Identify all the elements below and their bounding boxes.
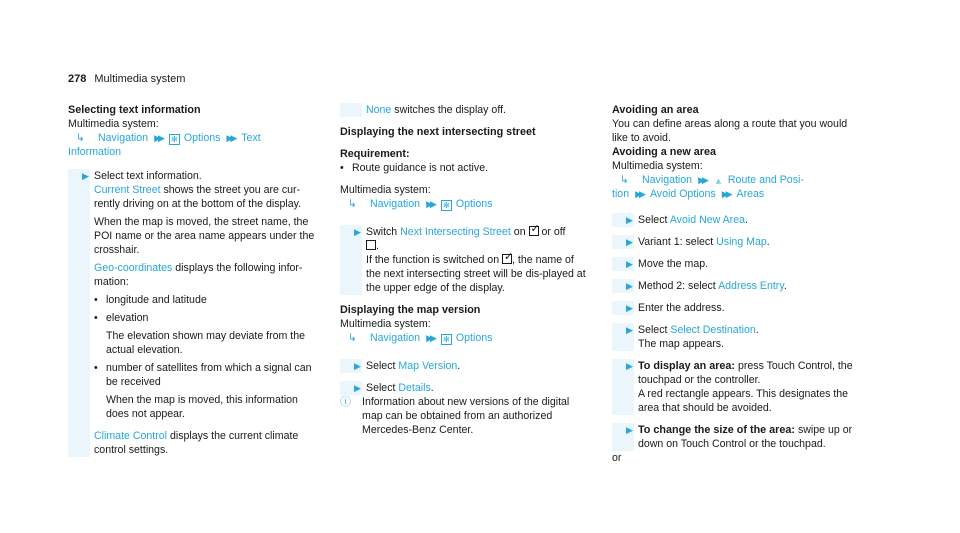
double-chevron-icon: ▶▶ xyxy=(635,189,643,199)
column-1 xyxy=(68,103,318,457)
next-intersecting-street-link[interactable]: Next Intersecting Street xyxy=(400,226,511,238)
step-block: ▶ Select Map Version. xyxy=(340,359,590,373)
column-2 xyxy=(340,103,590,437)
page-title: Multimedia system xyxy=(94,73,186,85)
step-arrow-icon: ▶ xyxy=(626,361,633,371)
step-arrow-icon: ▶ xyxy=(354,383,361,393)
step-arrow-icon: ▶ xyxy=(626,259,633,269)
menu-path xyxy=(612,173,862,187)
list-note: When the map is moved, this information does not appear. xyxy=(106,394,298,420)
column-3 xyxy=(612,103,862,465)
intro-text: You can define areas along a route that you would like to avoid. xyxy=(612,118,848,144)
path-options-link[interactable]: Options xyxy=(455,198,493,210)
list-item: • longitude and latitude xyxy=(94,294,207,306)
path-avoid-options-link[interactable]: Avoid Options xyxy=(649,188,716,200)
page-header xyxy=(68,72,185,86)
double-chevron-icon: ▶▶ xyxy=(426,333,434,343)
step-block: None switches the display off. xyxy=(340,103,590,117)
checkbox-empty-icon xyxy=(366,240,376,250)
section-heading: Avoiding an area xyxy=(612,104,699,116)
step-text: shows the street you are cur-rently driving on at the bottom of the display. xyxy=(94,184,302,210)
path-text-link[interactable]: Text xyxy=(241,132,261,144)
path-options-link[interactable]: Options xyxy=(455,332,493,344)
list-item: • Route guidance is not active. xyxy=(340,162,489,174)
path-arrow-icon: ↳ xyxy=(348,198,357,210)
info-icon: ⓘ xyxy=(340,396,351,408)
using-map-link[interactable]: Using Map xyxy=(716,236,767,248)
route-icon: ⩓ xyxy=(715,176,721,186)
step-arrow-icon: ▶ xyxy=(626,425,633,435)
menu-path xyxy=(68,131,318,145)
menu-path-continued: tion ▶▶ Avoid Options ▶▶ Areas xyxy=(612,188,765,200)
step-arrow-icon: ▶ xyxy=(626,237,633,247)
step-block: ▶ Select Details. xyxy=(340,381,590,395)
path-options-link[interactable]: Options xyxy=(183,132,221,144)
section-heading: Selecting text information xyxy=(68,104,201,116)
menu-path xyxy=(340,331,590,345)
info-note: ⓘ Information about new versions of the digital map can be obtained from an authorized Mercedes-Benz Center. xyxy=(340,396,570,436)
checkbox-checked-icon xyxy=(529,226,539,236)
step-block: ▶ Switch Next Intersecting Street on ✓ or off . If the function is switched on ✓, the name of the next intersecting street will be dis-played at the upper edge of the display. xyxy=(340,225,590,295)
step-block: ▶ Enter the address. xyxy=(612,301,862,315)
gear-icon: ✻ xyxy=(169,134,180,145)
path-areas-link[interactable]: Areas xyxy=(736,188,765,200)
requirement-label: Requirement: xyxy=(340,148,410,160)
step-arrow-icon: ▶ xyxy=(626,325,633,335)
none-link[interactable]: None xyxy=(366,104,392,116)
path-arrow-icon: ↳ xyxy=(620,174,629,186)
step-block: ▶ Select Select Destination. The map appears. xyxy=(612,323,862,351)
step-block: ▶ Move the map. xyxy=(612,257,862,271)
double-chevron-icon: ▶▶ xyxy=(698,175,706,185)
double-chevron-icon: ▶▶ xyxy=(226,133,235,143)
step-block: ▶ Variant 1: select Using Map. xyxy=(612,235,862,249)
step-arrow-icon: ▶ xyxy=(354,227,361,237)
step-block: ▶ Method 2: select Address Entry. xyxy=(612,279,862,293)
path-navigation-link[interactable]: Navigation xyxy=(370,332,421,344)
geo-coordinates-link[interactable]: Geo-coordinates xyxy=(94,262,173,274)
climate-control-link[interactable]: Climate Control xyxy=(94,430,168,442)
path-arrow-icon: ↳ xyxy=(76,132,85,144)
path-route-position-link[interactable]: Route and Posi- xyxy=(727,174,804,186)
step-block xyxy=(68,169,318,457)
system-label: Multimedia system: xyxy=(340,184,431,196)
double-chevron-icon: ▶▶ xyxy=(721,189,730,199)
menu-path xyxy=(340,197,590,211)
section-heading: Avoiding a new area xyxy=(612,146,716,158)
map-version-link[interactable]: Map Version xyxy=(398,360,458,372)
path-arrow-icon: ↳ xyxy=(348,332,357,344)
select-destination-link[interactable]: Select Destination xyxy=(670,324,756,336)
step-arrow-icon: ▶ xyxy=(354,361,361,371)
avoid-new-area-link[interactable]: Avoid New Area xyxy=(669,214,745,226)
step-text: displays the current climate control settings. xyxy=(94,430,299,456)
current-street-link[interactable]: Current Street xyxy=(94,184,161,196)
details-link[interactable]: Details xyxy=(398,382,431,394)
list-note: The elevation shown may deviate from the actual elevation. xyxy=(106,330,306,356)
section-heading: Displaying the map version xyxy=(340,304,481,316)
step-text: displays the following infor-mation: xyxy=(94,262,303,288)
double-chevron-icon: ▶▶ xyxy=(154,133,162,143)
or-text: or xyxy=(612,452,622,464)
path-navigation-link[interactable]: Navigation xyxy=(642,174,693,186)
address-entry-link[interactable]: Address Entry xyxy=(718,280,784,292)
path-navigation-link[interactable]: Navigation xyxy=(370,198,421,210)
step-text: When the map is moved, the street name, the POI name or the area name appears under the crosshair. xyxy=(94,216,315,256)
gear-icon: ✻ xyxy=(441,200,452,211)
list-item: • elevation xyxy=(94,312,149,324)
system-label: Multimedia system: xyxy=(68,118,159,130)
step-arrow-icon: ▶ xyxy=(626,281,633,291)
step-arrow-icon: ▶ xyxy=(626,303,633,313)
step-block: ▶ To change the size of the area: swipe up or down on Touch Control or the touchpad. xyxy=(612,423,862,451)
step-block: ▶ Select Avoid New Area. xyxy=(612,213,862,227)
step-arrow-icon: ▶ xyxy=(626,215,633,225)
checkbox-checked-icon xyxy=(502,254,512,264)
section-heading: Displaying the next intersecting street xyxy=(340,126,536,138)
system-label: Multimedia system: xyxy=(612,160,703,172)
list-item: • number of satellites from which a signal can be received xyxy=(94,362,312,388)
step-arrow-icon: ▶ xyxy=(82,171,89,181)
step-text: Select text information. xyxy=(94,170,202,182)
double-chevron-icon: ▶▶ xyxy=(426,199,434,209)
path-information-link[interactable]: Information xyxy=(68,146,121,158)
system-label: Multimedia system: xyxy=(340,318,431,330)
step-block: ▶ To display an area: press Touch Control, the touchpad or the controller. A red rectangle appears. This designates the area that should be avoided. xyxy=(612,359,862,415)
path-navigation-link[interactable]: Navigation xyxy=(98,132,149,144)
page-number: 278 xyxy=(68,73,87,85)
gear-icon: ✻ xyxy=(441,334,452,345)
